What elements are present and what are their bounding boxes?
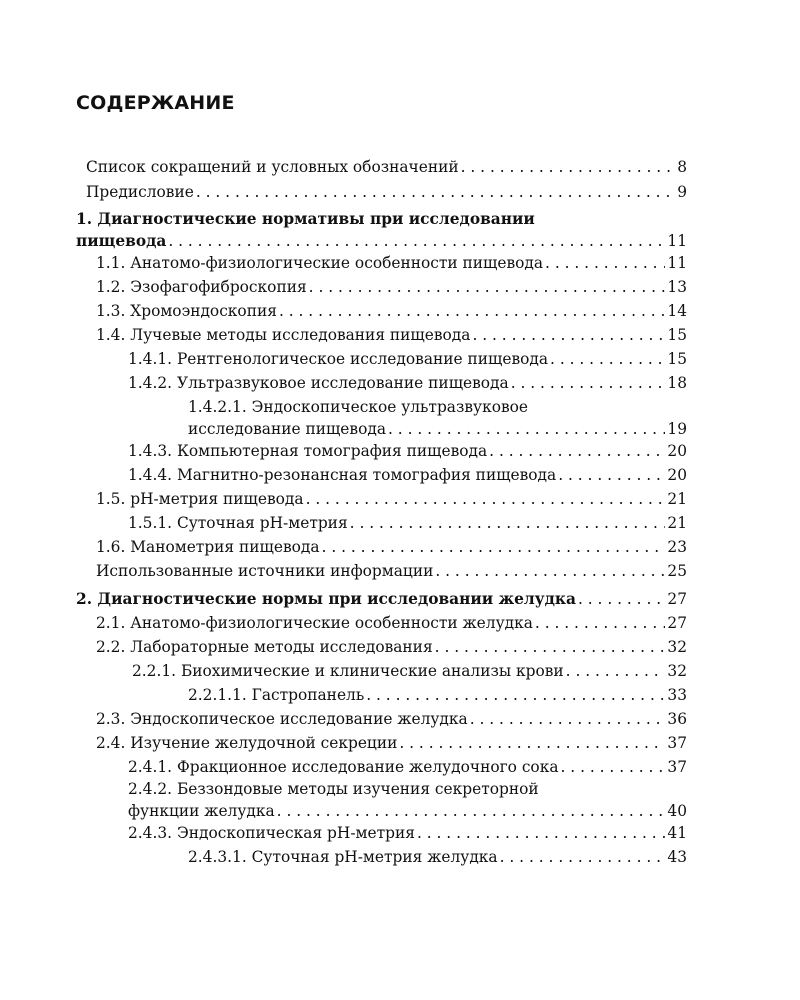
- toc-chapter-2[interactable]: [76, 588, 687, 610]
- toc-entry-1-2[interactable]: [96, 276, 687, 298]
- toc-page-number: 11: [667, 232, 687, 250]
- toc-title: 2.2.1.1. Гастропанель: [188, 686, 365, 704]
- toc-entry-1-4[interactable]: [96, 324, 687, 346]
- dot-leader: [561, 756, 666, 778]
- dot-leader: [578, 588, 665, 610]
- toc-page-number: 41: [667, 824, 687, 842]
- toc-entry-2-2-1[interactable]: [132, 660, 687, 682]
- dot-leader: [558, 464, 665, 486]
- toc-page-number: 37: [667, 734, 687, 752]
- toc-title: 1.3. Хромоэндоскопия: [96, 302, 277, 320]
- toc-title: 2.4.3. Эндоскопическая pH-метрия: [128, 824, 415, 842]
- toc-page-number: 18: [667, 374, 687, 392]
- dot-leader: [322, 536, 666, 558]
- dot-leader: [277, 800, 666, 822]
- toc-entry-2-4-2[interactable]: [128, 778, 687, 822]
- toc-title: 1.2. Эзофагофиброскопия: [96, 278, 307, 296]
- toc-title: 2.4. Изучение желудочной секреции: [96, 734, 398, 752]
- toc-title: 1.5. pH-метрия пищевода: [96, 490, 304, 508]
- toc-entry-2-2-1-1[interactable]: [188, 684, 687, 706]
- toc-page-number: 25: [667, 562, 687, 580]
- toc-title-line1: 1. Диагностические нормативы при исследовании: [76, 210, 535, 228]
- toc-title: 2.4.1. Фракционное исследование желудочного сока: [128, 758, 559, 776]
- toc-page-number: 37: [667, 758, 687, 776]
- toc-entry-sources[interactable]: [96, 560, 687, 582]
- toc-entry-1-4-2-1[interactable]: [188, 396, 687, 440]
- dot-leader: [535, 612, 666, 634]
- toc-page-number: 36: [667, 710, 687, 728]
- dot-leader: [550, 348, 665, 370]
- toc-page-number: 27: [667, 590, 687, 608]
- dot-leader: [472, 324, 665, 346]
- toc-entry-preface[interactable]: [86, 181, 687, 203]
- toc-title: 2.4.3.1. Суточная pH-метрия желудка: [188, 848, 498, 866]
- toc-entry-1-5[interactable]: [96, 488, 687, 510]
- dot-leader: [435, 636, 666, 658]
- dot-leader: [417, 822, 665, 844]
- dot-leader: [470, 708, 666, 730]
- toc-page-number: 14: [667, 302, 687, 320]
- toc-title: функции желудка: [128, 802, 275, 820]
- toc-entry-1-4-3[interactable]: [128, 440, 687, 462]
- toc-page-number: 32: [667, 638, 687, 656]
- toc-entry-2-4-3-1[interactable]: [188, 846, 687, 868]
- toc-entry-abbreviations[interactable]: [86, 156, 687, 178]
- toc-page-number: 20: [667, 466, 687, 484]
- toc-title: 1.6. Манометрия пищевода: [96, 538, 320, 556]
- page-title: СОДЕРЖАНИЕ: [76, 92, 235, 114]
- toc-title: 1.5.1. Суточная pH-метрия: [128, 514, 348, 532]
- toc-entry-2-1[interactable]: [96, 612, 687, 634]
- dot-leader: [461, 156, 676, 178]
- toc-page-number: 15: [667, 326, 687, 344]
- toc-page-number: 33: [667, 686, 687, 704]
- toc-entry-1-4-4[interactable]: [128, 464, 687, 486]
- toc-entry-1-6[interactable]: [96, 536, 687, 558]
- dot-leader: [545, 252, 665, 274]
- toc-title: 2.3. Эндоскопическое исследование желудка: [96, 710, 468, 728]
- toc-title: исследование пищевода: [188, 420, 386, 438]
- toc-title: 2. Диагностические нормы при исследовании желудка: [76, 590, 576, 608]
- dot-leader: [350, 512, 666, 534]
- toc-page-number: 9: [677, 183, 687, 201]
- toc-page-number: 27: [667, 614, 687, 632]
- toc-title: 1.4.2. Ультразвуковое исследование пищевода: [128, 374, 509, 392]
- toc-title-line1: 1.4.2.1. Эндоскопическое ультразвуковое: [188, 398, 529, 416]
- dot-leader: [309, 276, 666, 298]
- toc-entry-2-2[interactable]: [96, 636, 687, 658]
- dot-leader: [279, 300, 665, 322]
- toc-page-number: 13: [667, 278, 687, 296]
- dot-leader: [566, 660, 666, 682]
- toc-chapter-1[interactable]: [76, 208, 687, 252]
- toc-page-number: 23: [667, 538, 687, 556]
- toc-title: 1.4.3. Компьютерная томография пищевода: [128, 442, 488, 460]
- toc-page-number: 11: [667, 254, 687, 272]
- dot-leader: [306, 488, 666, 510]
- toc-page-number: 8: [677, 158, 687, 176]
- toc-title: 1.4.4. Магнитно-резонансная томография пищевода: [128, 466, 557, 484]
- toc-page-number: 21: [667, 514, 687, 532]
- toc-entry-1-5-1[interactable]: [128, 512, 687, 534]
- dot-leader: [366, 684, 665, 706]
- toc-title: 1.1. Анатомо-физиологические особенности пищевода: [96, 254, 544, 272]
- dot-leader: [399, 732, 665, 754]
- toc-entry-1-4-2[interactable]: [128, 372, 687, 394]
- toc-title: пищевода: [76, 232, 167, 250]
- toc-page-number: 21: [667, 490, 687, 508]
- toc-entry-1-3[interactable]: [96, 300, 687, 322]
- toc-entry-1-4-1[interactable]: [128, 348, 687, 370]
- toc-page-number: 43: [667, 848, 687, 866]
- toc-title: 1.4. Лучевые методы исследования пищевода: [96, 326, 471, 344]
- toc-title: 2.2. Лабораторные методы исследования: [96, 638, 433, 656]
- toc-entry-1-1[interactable]: [96, 252, 687, 274]
- toc-entry-2-4-1[interactable]: [128, 756, 687, 778]
- dot-leader: [511, 372, 666, 394]
- toc-title: 1.4.1. Рентгенологическое исследование пищевода: [128, 350, 549, 368]
- toc-page-number: 15: [667, 350, 687, 368]
- toc-page-number: 19: [667, 420, 687, 438]
- toc-page-number: 20: [667, 442, 687, 460]
- dot-leader: [435, 560, 665, 582]
- toc-title: Предисловие: [86, 183, 194, 201]
- toc-title: 2.2.1. Биохимические и клинические анализы крови: [132, 662, 564, 680]
- toc-title: Список сокращений и условных обозначений: [86, 158, 459, 176]
- dot-leader: [489, 440, 665, 462]
- toc-title: 2.1. Анатомо-физиологические особенности желудка: [96, 614, 533, 632]
- toc-entry-2-3[interactable]: [96, 708, 687, 730]
- toc-title: Использованные источники информации: [96, 562, 434, 580]
- toc-entry-2-4[interactable]: [96, 732, 687, 754]
- toc-page-number: 40: [667, 802, 687, 820]
- toc-title-line1: 2.4.2. Беззондовые методы изучения секреторной: [128, 780, 539, 798]
- toc-page-number: 32: [667, 662, 687, 680]
- dot-leader: [196, 181, 675, 203]
- dot-leader: [388, 418, 665, 440]
- dot-leader: [500, 846, 666, 868]
- dot-leader: [168, 230, 665, 252]
- toc-entry-2-4-3[interactable]: [128, 822, 687, 844]
